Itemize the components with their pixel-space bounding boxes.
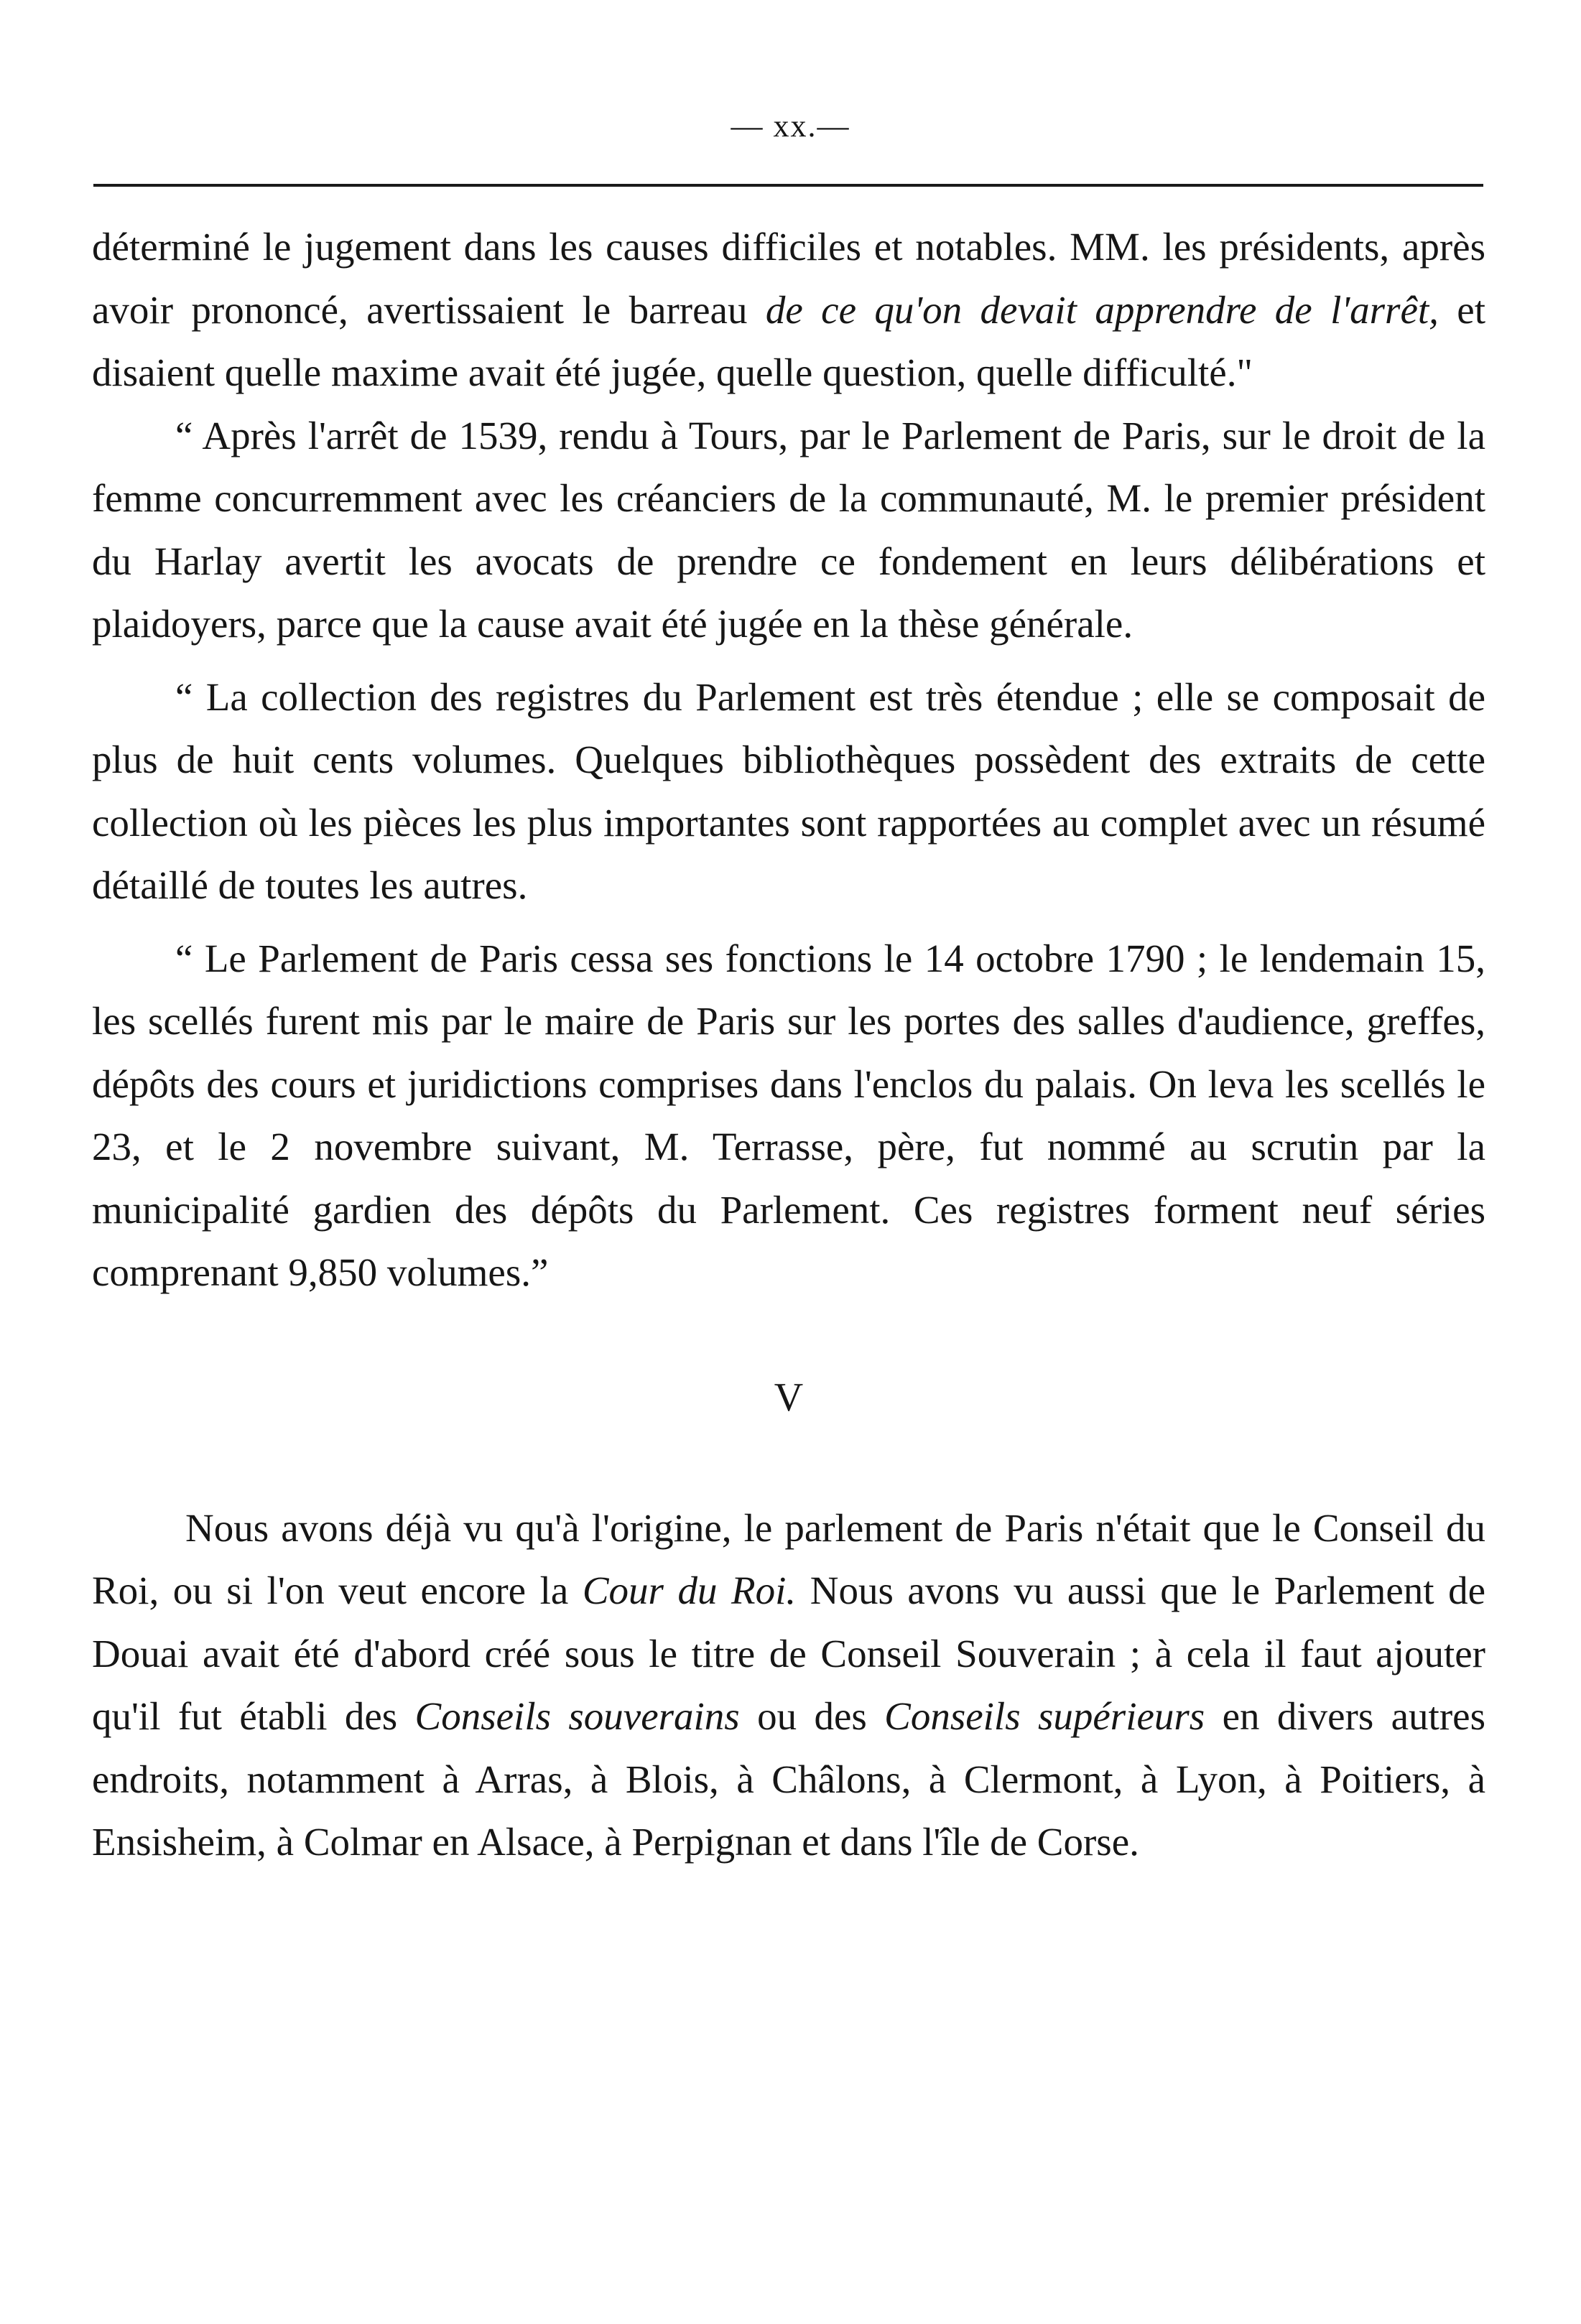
page-number-header: — xx.— (731, 108, 850, 144)
italic-phrase: de ce qu'on devait apprendre de l'arrêt, (765, 287, 1439, 332)
quote-paragraph-2: “ La collection des registres du Parlement est très étendue ; elle se composait de plus de huit cents volumes. Quelques bibliothèques possèdent des extraits de cette collection où les pièces les plus importantes sont rapportées au complet avec un résumé détaillé de toutes les autres. (92, 674, 1485, 907)
italic-phrase: Conseils souverains (414, 1694, 740, 1738)
section-paragraph (92, 1497, 1485, 1874)
section-heading: V (774, 1375, 804, 1420)
italic-phrase: Cour du Roi. (582, 1568, 797, 1612)
page-body (92, 215, 1485, 1874)
paragraph-text: ou des (739, 1694, 885, 1738)
paragraph-text: et disaient quelle maxime avait été jugée, quelle question, quelle difficulté." (92, 287, 1485, 394)
paragraph-continued (92, 215, 1485, 404)
header-rule (93, 184, 1483, 187)
paragraph-text: Nous avons déjà vu qu'à l'origine, le parlement de Paris n'était que le Conseil du Roi, ou si l'on veut encore la (92, 1505, 1485, 1612)
quote-paragraph-3: “ Le Parlement de Paris cessa ses fonctions le 14 octobre 1790 ; le lendemain 15, les scellés furent mis par le maire de Paris sur les portes des salles d'audience, greffes, dépôts des cours et juridictions comprises dans l'enclos du palais. On leva les scellés le 23, et le 2 novembre suivant, M. Terrasse, père, fut nommé au scrutin par la municipalité gardien des dépôts du Parlement. Ces registres forment neuf séries comprenant 9,850 volumes.” (92, 936, 1485, 1294)
italic-phrase: Conseils supérieurs (884, 1694, 1205, 1738)
paragraph-text: déterminé le jugement dans les causes difficiles et notables. MM. les présidents, après avoir prononcé, avertissaient le barreau (92, 225, 1485, 332)
quote-paragraph-1: “ Après l'arrêt de 1539, rendu à Tours, par le Parlement de Paris, sur le droit de la femme concurremment avec les créanciers de la communauté, M. le premier président du Harlay avertit les avocats de prendre ce fondement en leurs délibérations et plaidoyers, parce que la cause avait été jugée en la thèse générale. (92, 413, 1485, 646)
paragraph-text: en divers autres endroits, notamment à Arras, à Blois, à Châlons, à Clermont, à Lyon, à Poitiers, à Ensisheim, à Colmar en Alsace, à Perpignan et dans l'île de Corse. (92, 1694, 1485, 1864)
paragraph-text: Nous avons vu aussi que le Parlement de Douai avait été d'abord créé sous le titre de Conseil Souverain ; à cela il faut ajouter qu'il fut établi des (92, 1568, 1486, 1738)
